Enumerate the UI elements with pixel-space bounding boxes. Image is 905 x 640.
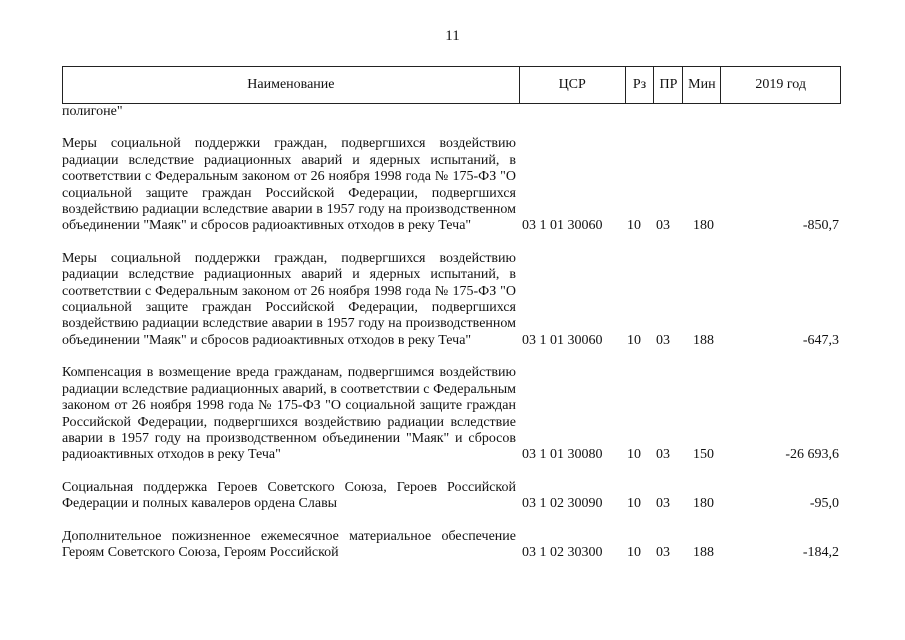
- row-csr: 03 1 01 30060: [522, 332, 603, 348]
- row-amount: -26 693,6: [785, 447, 839, 463]
- page-number: 11: [445, 28, 460, 44]
- header-name: Наименование: [247, 77, 335, 92]
- row-amount: -184,2: [802, 544, 839, 560]
- row-min: 150: [693, 447, 714, 463]
- row-csr: 03 1 02 30300: [522, 544, 603, 560]
- row-rz: 10: [627, 218, 641, 234]
- row-name: Социальная поддержка Героев Советского Союза, Героев Российской Федерации и полных кавалеров ордена Славы: [62, 479, 516, 512]
- row-amount: -95,0: [809, 496, 839, 512]
- row-csr: 03 1 01 30060: [522, 218, 603, 234]
- table-row: [62, 365, 841, 463]
- row-name: Дополнительное пожизненное ежемесячное материальное обеспечение Героям Советского Союза, Героям Российской: [62, 528, 516, 560]
- row-rz: 10: [627, 496, 641, 512]
- row-amount: -647,3: [802, 332, 839, 348]
- header-min: Мин: [682, 67, 720, 103]
- table-row: [62, 529, 841, 562]
- row-name: Меры социальной поддержки граждан, подвергшихся воздействию радиации вследствие радиационных аварий и ядерных испытаний, в соответствии с Федеральным законом от 26 ноября 1998 года № 175-ФЗ "О социальной защите граждан Российской Федерации, подвергшихся воздействию радиации вследствие аварии в 1957 году на производственном объединении "Маяк" и сбросов радиоактивных отходов в реку Теча": [62, 250, 516, 348]
- row-csr: 03 1 01 30080: [522, 447, 603, 463]
- header-pr: ПР: [653, 67, 682, 103]
- row-min: 188: [693, 544, 714, 560]
- table-row: [62, 251, 841, 349]
- header-csr: ЦСР: [519, 67, 625, 103]
- row-min: 180: [693, 496, 714, 512]
- table-row: [62, 136, 841, 234]
- row-pr: 03: [656, 332, 670, 348]
- row-name: Меры социальной поддержки граждан, подвергшихся воздействию радиации вследствие радиационных аварий и ядерных испытаний, в соответствии с Федеральным законом от 26 ноября 1998 года № 175-ФЗ "О социальной защите граждан Российской Федерации, подвергшихся воздействию радиации вследствие аварии в 1957 году на производственном объединении "Маяк" и сбросов радиоактивных отходов в реку Теча": [62, 136, 516, 234]
- header-rz: Рз: [625, 67, 654, 103]
- row-amount: -850,7: [802, 218, 839, 234]
- row-pr: 03: [656, 447, 670, 463]
- row-pr: 03: [656, 496, 670, 512]
- table-header: [62, 66, 841, 104]
- continuation-text: полигоне": [62, 104, 123, 119]
- header-year: 2019 год: [720, 67, 840, 103]
- table-row: [62, 480, 841, 513]
- row-min: 188: [693, 332, 714, 348]
- row-name: Компенсация в возмещение вреда гражданам, подвергшимся воздействию радиации вследствие радиационных аварий, в соответствии с Федеральным законом от 26 ноября 1998 года № 175-ФЗ "О социальной защите граждан Российской Федерации, подвергшихся воздействию радиации вследствие аварии в 1957 году на производственном объединении "Маяк" и сбросов радиоактивных отходов в реку Теча": [62, 365, 516, 463]
- row-min: 180: [693, 218, 714, 234]
- row-pr: 03: [656, 218, 670, 234]
- continuation-row: [62, 104, 841, 120]
- row-rz: 10: [627, 447, 641, 463]
- row-rz: 10: [627, 332, 641, 348]
- row-rz: 10: [627, 544, 641, 560]
- table-body: [62, 104, 841, 561]
- row-pr: 03: [656, 544, 670, 560]
- row-csr: 03 1 02 30090: [522, 496, 603, 512]
